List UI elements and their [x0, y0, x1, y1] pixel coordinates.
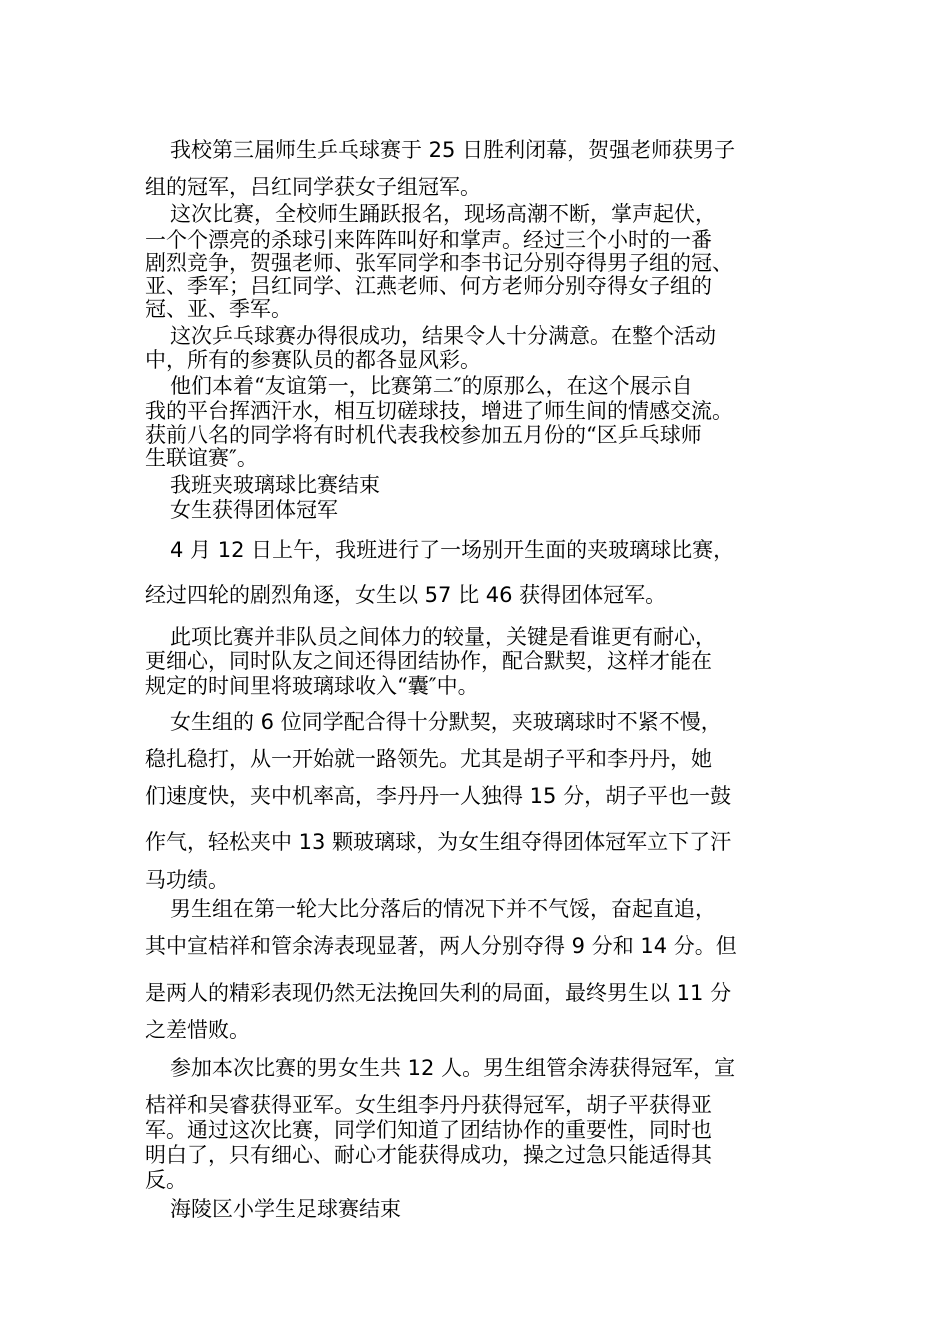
text-line: 女生组的 6 位同学配合得十分默契，夹玻璃球时不紧不慢， — [170, 710, 722, 734]
text-line: 这次乒乓球赛办得很成功，结果令人十分满意。在整个活动 — [170, 324, 716, 348]
text-line: 稳扎稳打，从一开始就一路领先。尤其是胡子平和李丹丹，她 — [145, 747, 712, 771]
text-line: 组的冠军，吕红同学获女子组冠军。 — [145, 175, 481, 199]
text-line: 剧烈竞争，贺强老师、张军同学和李书记分别夺得男子组的冠、 — [145, 251, 733, 275]
section-subheading: 女生获得团体冠军 — [170, 498, 338, 522]
text-line: 之差惜败。 — [145, 1018, 250, 1042]
text-line: 获前八名的同学将有时机代表我校参加五月份的“区乒乓球师 — [145, 423, 702, 447]
text-line: 这次比赛，全校师生踊跃报名，现场高潮不断，掌声起伏， — [170, 202, 716, 226]
text-line: 我校第三届师生乒乓球赛于 25 日胜利闭幕，贺强老师获男子 — [170, 138, 736, 162]
text-line: 男生组在第一轮大比分落后的情况下并不气馁，奋起直追， — [170, 897, 716, 921]
text-line: 经过四轮的剧烈角逐，女生以 57 比 46 获得团体冠军。 — [145, 583, 667, 607]
text-line: 更细心，同时队友之间还得团结协作，配合默契，这样才能在 — [145, 649, 712, 673]
text-line: 其中宣桔祥和管余涛表现显著，两人分别夺得 9 分和 14 分。但 — [145, 934, 737, 958]
text-line: 反。 — [145, 1168, 187, 1192]
text-line: 冠、亚、季军。 — [145, 297, 292, 321]
text-line: 们速度快，夹中机率高，李丹丹一人独得 15 分，胡子平也一鼓 — [145, 784, 732, 808]
text-line: 桔祥和吴睿获得亚军。女生组李丹丹获得冠军，胡子平获得亚 — [145, 1093, 712, 1117]
text-line: 是两人的精彩表现仍然无法挽回失利的局面，最终男生以 11 分 — [145, 981, 732, 1005]
text-line: 我的平台挥洒汗水，相互切磋球技，增进了师生间的情感交流。 — [145, 399, 733, 423]
text-line: 作气，轻松夹中 13 颗玻璃球，为女生组夺得团体冠军立下了汗 — [145, 830, 732, 854]
text-line: 他们本着“友谊第一，比赛第二″的原那么，在这个展示自 — [170, 374, 693, 398]
text-line: 一个个漂亮的杀球引来阵阵叫好和掌声。经过三个小时的一番 — [145, 228, 712, 252]
text-line: 此项比赛并非队员之间体力的较量，关键是看谁更有耐心， — [170, 625, 716, 649]
text-line: 军。通过这次比赛，同学们知道了团结协作的重要性，同时也 — [145, 1118, 712, 1142]
text-line: 明白了，只有细心、耐心才能获得成功，操之过急只能适得其 — [145, 1143, 712, 1167]
text-line: 4 月 12 日上午，我班进行了一场别开生面的夹玻璃球比赛， — [170, 538, 735, 562]
section-heading: 我班夹玻璃球比赛结束 — [170, 473, 380, 497]
text-line: 亚、季军；吕红同学、江燕老师、何方老师分别夺得女子组的 — [145, 274, 712, 298]
text-line: 生联谊赛″。 — [145, 446, 258, 470]
text-line: 中，所有的参赛队员的都各显风彩。 — [145, 348, 481, 372]
text-line: 参加本次比赛的男女生共 12 人。男生组管余涛获得冠军，宣 — [170, 1056, 736, 1080]
text-line: 规定的时间里将玻璃球收入“囊″中。 — [145, 674, 479, 698]
text-line: 马功绩。 — [145, 868, 229, 892]
section-heading: 海陵区小学生足球赛结束 — [170, 1197, 401, 1221]
